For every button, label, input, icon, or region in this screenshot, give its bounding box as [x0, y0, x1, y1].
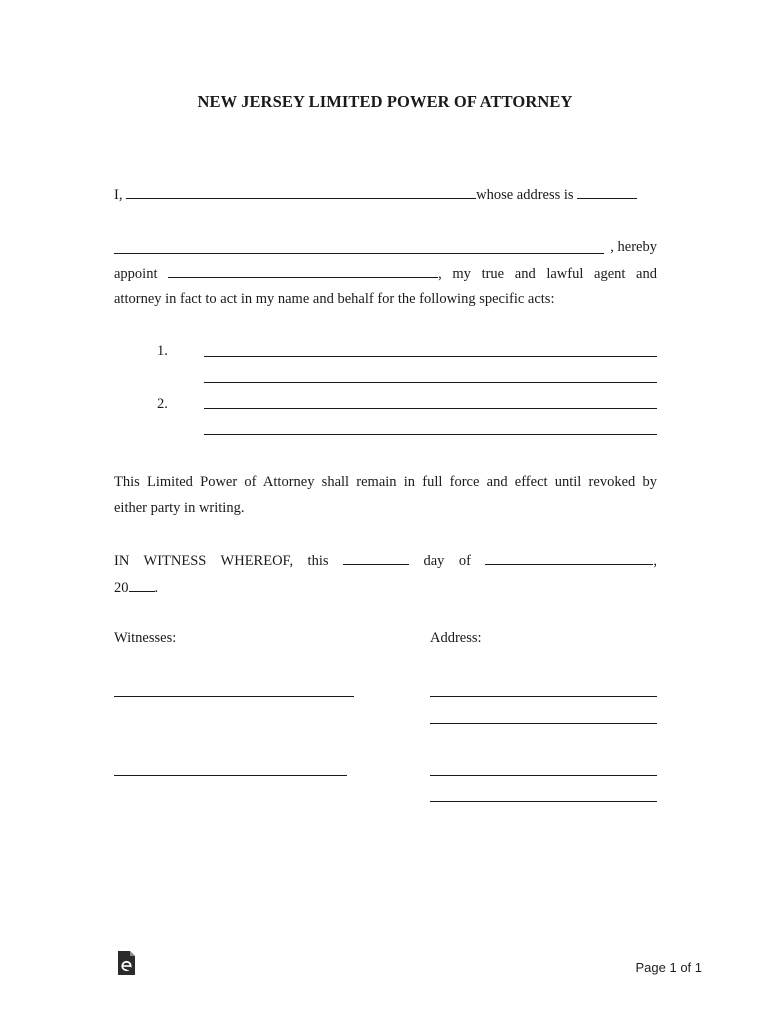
appoint-line [114, 264, 657, 283]
witness-2-signature-line[interactable] [114, 775, 347, 776]
appoint-text: appoint [114, 266, 158, 282]
whose-address-label: whose address is [476, 187, 574, 203]
year-suffix: . [154, 580, 159, 596]
witness-1-address-line-1[interactable] [430, 696, 657, 697]
act-1-line-1[interactable] [204, 356, 657, 357]
month-field[interactable] [485, 551, 653, 565]
revocation-text-line-2: either party in writing. [114, 500, 245, 516]
day-field[interactable] [343, 551, 409, 565]
day-of-text: day of [423, 553, 471, 569]
witness-clause-line [114, 551, 657, 570]
principal-address-continued-field[interactable] [114, 240, 604, 254]
revocation-text-line-1: This Limited Power of Attorney shall remain in full force and effect until revoked by [114, 474, 657, 490]
principal-address-field[interactable] [577, 185, 637, 199]
witness-1-signature-line[interactable] [114, 696, 354, 697]
witness-1-address-line-2[interactable] [430, 723, 657, 724]
principal-prefix: I, [114, 187, 123, 203]
principal-line [114, 185, 637, 204]
address-continuation-line [114, 238, 657, 256]
agent-name-field[interactable] [168, 264, 438, 278]
witness-2-address-line-2[interactable] [430, 801, 657, 802]
year-line [114, 578, 158, 597]
eforms-logo-icon [118, 951, 135, 975]
act-2-line-2[interactable] [204, 434, 657, 435]
act-2-line-1[interactable] [204, 408, 657, 409]
act-1-line-2[interactable] [204, 382, 657, 383]
hereby-text: , hereby [610, 239, 657, 255]
address-label: Address: [430, 630, 482, 646]
document-title: NEW JERSEY LIMITED POWER OF ATTORNEY [197, 92, 573, 111]
year-field[interactable] [129, 578, 155, 592]
act-number-1: 1. [157, 343, 168, 359]
attorney-in-fact-text: attorney in fact to act in my name and behalf for the following specific acts: [114, 291, 555, 307]
date-comma: , [653, 553, 658, 569]
act-number-2: 2. [157, 396, 168, 412]
page-number: Page 1 of 1 [635, 960, 702, 975]
witnesses-label: Witnesses: [114, 630, 177, 646]
year-prefix: 20 [114, 580, 129, 596]
in-witness-text: IN WITNESS WHEREOF, this [114, 553, 329, 569]
witness-2-address-line-1[interactable] [430, 775, 657, 776]
principal-name-field[interactable] [126, 185, 476, 199]
agent-description-text: , my true and lawful agent and [438, 266, 657, 282]
